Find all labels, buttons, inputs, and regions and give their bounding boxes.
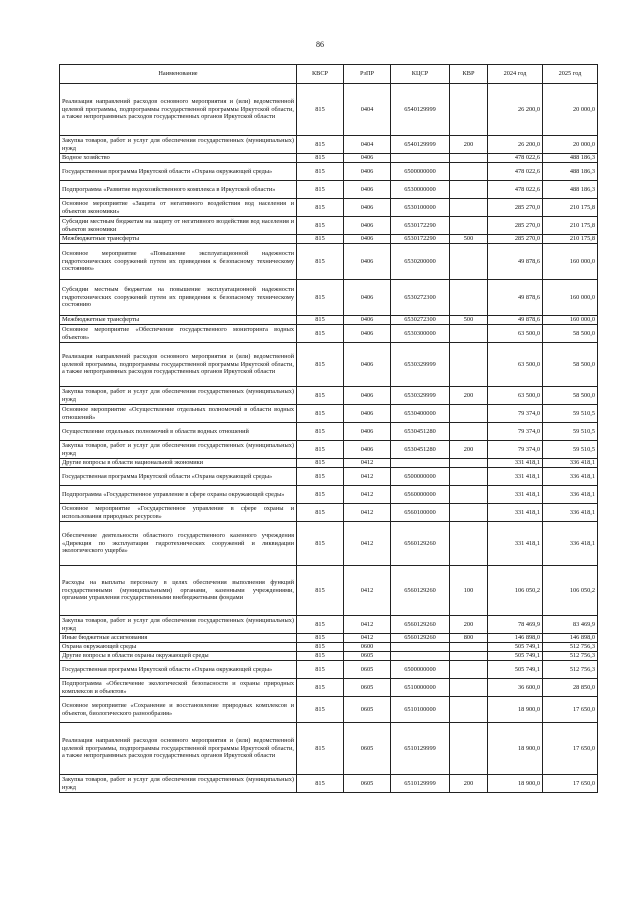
row-kcsr: 6530272300 [391, 280, 450, 316]
row-2025: 146 898,0 [543, 634, 598, 643]
row-name: Основное мероприятие «Осуществление отдельных полномочий в области водных отношений» [60, 405, 297, 423]
row-name: Реализация направлений расходов основного мероприятия и (или) ведомственной целевой программы, подпрограммы государственной программы Иркутской области, а также непрограммных расходов государственных органов Иркутской области [60, 343, 297, 387]
row-kvsr: 815 [297, 154, 344, 163]
row-rzpr: 0605 [344, 775, 391, 793]
row-kcsr: 6530100000 [391, 199, 450, 217]
table-row [60, 405, 598, 423]
row-kcsr: 6530172290 [391, 217, 450, 235]
table-row [60, 468, 598, 486]
row-kvr [450, 643, 488, 652]
row-2024: 49 878,6 [488, 244, 543, 280]
row-2025: 336 418,1 [543, 522, 598, 566]
row-kvr [450, 486, 488, 504]
row-2025: 58 500,0 [543, 325, 598, 343]
row-kcsr: 6530451280 [391, 423, 450, 441]
row-kvsr: 815 [297, 423, 344, 441]
row-2024: 478 022,6 [488, 154, 543, 163]
row-2025: 83 469,9 [543, 616, 598, 634]
row-kvr [450, 199, 488, 217]
row-kvsr: 815 [297, 723, 344, 775]
table-row [60, 181, 598, 199]
row-kcsr [391, 643, 450, 652]
row-name: Государственная программа Иркутской области «Охрана окружающей среды» [60, 661, 297, 679]
row-name: Подпрограмма «Государственное управление в сфере охраны окружающей среды» [60, 486, 297, 504]
table-row [60, 154, 598, 163]
row-kcsr: 6560129260 [391, 522, 450, 566]
row-kvsr: 815 [297, 136, 344, 154]
table-row [60, 522, 598, 566]
table-row [60, 325, 598, 343]
row-rzpr: 0412 [344, 468, 391, 486]
row-name: Расходы на выплаты персоналу в целях обеспечения выполнения функций государственными (муниципальными) органами, казенными учреждениями, органами управления государственными внебюджетными фондами [60, 566, 297, 616]
row-kcsr: 6530451280 [391, 441, 450, 459]
row-kcsr: 6530272300 [391, 316, 450, 325]
row-kvsr: 815 [297, 441, 344, 459]
row-2025: 17 650,0 [543, 697, 598, 723]
row-name: Закупка товаров, работ и услуг для обеспечения государственных (муниципальных) нужд [60, 136, 297, 154]
table-row [60, 679, 598, 697]
row-rzpr: 0406 [344, 387, 391, 405]
row-2025: 336 418,1 [543, 486, 598, 504]
row-2025: 210 175,8 [543, 235, 598, 244]
row-kvr [450, 504, 488, 522]
row-rzpr: 0404 [344, 84, 391, 136]
row-kvsr: 815 [297, 652, 344, 661]
row-kcsr: 6540129999 [391, 84, 450, 136]
header-2024: 2024 год [488, 65, 543, 84]
row-rzpr: 0412 [344, 634, 391, 643]
row-name: Государственная программа Иркутской области «Охрана окружающей среды» [60, 163, 297, 181]
row-rzpr: 0412 [344, 522, 391, 566]
row-rzpr: 0412 [344, 566, 391, 616]
row-kvr: 500 [450, 235, 488, 244]
row-kcsr: 6510100000 [391, 697, 450, 723]
row-kcsr: 6500000000 [391, 661, 450, 679]
row-2025: 336 418,1 [543, 459, 598, 468]
row-kvsr: 815 [297, 163, 344, 181]
row-2025: 488 186,3 [543, 181, 598, 199]
table-row [60, 504, 598, 522]
table-row [60, 459, 598, 468]
row-kcsr: 6560129260 [391, 566, 450, 616]
row-kvr [450, 343, 488, 387]
table-row [60, 136, 598, 154]
row-2024: 478 022,6 [488, 163, 543, 181]
row-2025: 160 000,0 [543, 244, 598, 280]
row-kcsr: 6560129260 [391, 616, 450, 634]
row-2024: 505 749,1 [488, 643, 543, 652]
row-kcsr: 6530000000 [391, 181, 450, 199]
row-rzpr: 0406 [344, 423, 391, 441]
row-2025: 17 650,0 [543, 775, 598, 793]
row-name: Реализация направлений расходов основного мероприятия и (или) ведомственной целевой программы, подпрограммы государственной программы Иркутской области, а также непрограммных расходов государственных органов Иркутской области [60, 723, 297, 775]
table-row [60, 566, 598, 616]
row-2024: 505 749,1 [488, 652, 543, 661]
row-2025: 488 186,3 [543, 154, 598, 163]
row-2025: 336 418,1 [543, 468, 598, 486]
row-kvsr: 815 [297, 616, 344, 634]
table-row [60, 697, 598, 723]
row-rzpr: 0406 [344, 154, 391, 163]
row-kvr [450, 280, 488, 316]
table-row [60, 486, 598, 504]
row-2025: 17 650,0 [543, 723, 598, 775]
row-rzpr: 0406 [344, 441, 391, 459]
row-kvr [450, 163, 488, 181]
table-row [60, 244, 598, 280]
row-rzpr: 0412 [344, 504, 391, 522]
row-kvr: 200 [450, 441, 488, 459]
row-2024: 505 749,1 [488, 661, 543, 679]
table-row [60, 423, 598, 441]
row-kvr: 800 [450, 634, 488, 643]
row-2024: 331 418,1 [488, 459, 543, 468]
row-kvsr: 815 [297, 679, 344, 697]
row-rzpr: 0406 [344, 316, 391, 325]
table-row [60, 643, 598, 652]
row-kvr [450, 325, 488, 343]
row-kcsr: 6530400000 [391, 405, 450, 423]
row-kvsr: 815 [297, 459, 344, 468]
row-name: Основное мероприятие «Сохранение и восстановление природных комплексов и объектов, биологического разнообразия» [60, 697, 297, 723]
row-rzpr: 0406 [344, 235, 391, 244]
row-2024: 26 200,0 [488, 84, 543, 136]
row-2024: 18 900,0 [488, 697, 543, 723]
row-2025: 58 500,0 [543, 387, 598, 405]
row-kvr: 500 [450, 316, 488, 325]
row-kvsr: 815 [297, 486, 344, 504]
row-kvsr: 815 [297, 522, 344, 566]
table-row [60, 316, 598, 325]
row-kvsr: 815 [297, 566, 344, 616]
row-2025: 28 850,0 [543, 679, 598, 697]
row-2024: 49 878,6 [488, 280, 543, 316]
table-row [60, 775, 598, 793]
table-row [60, 723, 598, 775]
row-kvsr: 815 [297, 316, 344, 325]
row-2024: 79 374,0 [488, 423, 543, 441]
row-name: Субсидии местным бюджетам на повышение эксплуатационной надежности гидротехнических сооружений путем их приведения к безопасному техническому состоянию [60, 280, 297, 316]
row-2025: 336 418,1 [543, 504, 598, 522]
row-kvsr: 815 [297, 697, 344, 723]
row-2024: 63 500,0 [488, 343, 543, 387]
table-row [60, 84, 598, 136]
row-kvr: 200 [450, 616, 488, 634]
budget-table [59, 64, 598, 793]
row-kvsr: 815 [297, 468, 344, 486]
row-kvsr: 815 [297, 84, 344, 136]
row-name: Иные бюджетные ассигнования [60, 634, 297, 643]
row-kcsr: 6560100000 [391, 504, 450, 522]
row-2025: 160 000,0 [543, 280, 598, 316]
row-kcsr: 6530329999 [391, 387, 450, 405]
row-2025: 58 500,0 [543, 343, 598, 387]
row-kvr [450, 459, 488, 468]
row-kcsr: 6530300000 [391, 325, 450, 343]
row-name: Закупка товаров, работ и услуг для обеспечения государственных (муниципальных) нужд [60, 616, 297, 634]
row-kvr [450, 723, 488, 775]
row-name: Государственная программа Иркутской области «Охрана окружающей среды» [60, 468, 297, 486]
row-kvr [450, 661, 488, 679]
row-rzpr: 0406 [344, 244, 391, 280]
row-2024: 79 374,0 [488, 441, 543, 459]
row-kvsr: 815 [297, 235, 344, 244]
row-kvsr: 815 [297, 325, 344, 343]
row-name: Межбюджетные трансферты [60, 316, 297, 325]
row-kvsr: 815 [297, 199, 344, 217]
row-2024: 106 050,2 [488, 566, 543, 616]
row-2025: 20 000,0 [543, 84, 598, 136]
row-kvr: 200 [450, 136, 488, 154]
row-kvsr: 815 [297, 634, 344, 643]
table-row [60, 661, 598, 679]
row-2024: 331 418,1 [488, 468, 543, 486]
header-kcsr: КЦСР [391, 65, 450, 84]
row-2025: 512 756,3 [543, 643, 598, 652]
row-2025: 106 050,2 [543, 566, 598, 616]
row-kvr [450, 181, 488, 199]
row-kvsr: 815 [297, 661, 344, 679]
row-kcsr: 6530200000 [391, 244, 450, 280]
table-row [60, 199, 598, 217]
row-kvr [450, 154, 488, 163]
row-2024: 331 418,1 [488, 522, 543, 566]
table-row [60, 634, 598, 643]
row-kcsr: 6510000000 [391, 679, 450, 697]
row-2025: 512 756,3 [543, 661, 598, 679]
row-rzpr: 0404 [344, 136, 391, 154]
row-name: Подпрограмма «Развитие водохозяйственного комплекса в Иркутской области» [60, 181, 297, 199]
row-rzpr: 0412 [344, 459, 391, 468]
row-2025: 59 510,5 [543, 423, 598, 441]
row-name: Основное мероприятие «Обеспечение государственного мониторинга водных объектов» [60, 325, 297, 343]
row-2025: 512 756,3 [543, 652, 598, 661]
row-kvsr: 815 [297, 343, 344, 387]
row-name: Межбюджетные трансферты [60, 235, 297, 244]
row-2024: 285 270,0 [488, 199, 543, 217]
row-kvr [450, 423, 488, 441]
row-rzpr: 0406 [344, 181, 391, 199]
row-2025: 59 510,5 [543, 405, 598, 423]
table-header-row [60, 65, 598, 84]
row-2024: 63 500,0 [488, 387, 543, 405]
table-row [60, 387, 598, 405]
row-2024: 478 022,6 [488, 181, 543, 199]
row-kvr [450, 468, 488, 486]
row-rzpr: 0412 [344, 616, 391, 634]
row-2024: 285 270,0 [488, 235, 543, 244]
table-row [60, 343, 598, 387]
row-name: Закупка товаров, работ и услуг для обеспечения государственных (муниципальных) нужд [60, 441, 297, 459]
row-kcsr: 6540129999 [391, 136, 450, 154]
header-kvr: КВР [450, 65, 488, 84]
page-number: 86 [316, 40, 324, 49]
row-rzpr: 0406 [344, 217, 391, 235]
table-row [60, 280, 598, 316]
row-kcsr [391, 652, 450, 661]
row-kcsr [391, 154, 450, 163]
row-2025: 59 510,5 [543, 441, 598, 459]
row-kvsr: 815 [297, 181, 344, 199]
table-row [60, 616, 598, 634]
row-kcsr: 6530329999 [391, 343, 450, 387]
row-rzpr: 0406 [344, 325, 391, 343]
row-name: Закупка товаров, работ и услуг для обеспечения государственных (муниципальных) нужд [60, 775, 297, 793]
row-rzpr: 0600 [344, 643, 391, 652]
row-rzpr: 0406 [344, 163, 391, 181]
row-rzpr: 0406 [344, 405, 391, 423]
row-kvsr: 815 [297, 643, 344, 652]
row-kvr: 200 [450, 387, 488, 405]
row-kvsr: 815 [297, 405, 344, 423]
row-name: Реализация направлений расходов основного мероприятия и (или) ведомственной целевой программы, подпрограммы государственной программы Иркутской области, а также непрограммных расходов государственных органов Иркутской области [60, 84, 297, 136]
table-row [60, 235, 598, 244]
row-2024: 79 374,0 [488, 405, 543, 423]
row-kcsr: 6500000000 [391, 468, 450, 486]
row-kvsr: 815 [297, 217, 344, 235]
row-kcsr: 6510129999 [391, 775, 450, 793]
row-name: Другие вопросы в области охраны окружающей среды [60, 652, 297, 661]
row-kvr [450, 244, 488, 280]
row-kcsr: 6560000000 [391, 486, 450, 504]
table-row [60, 217, 598, 235]
row-name: Субсидии местным бюджетам на защиту от негативного воздействия вод населения и объектов экономики [60, 217, 297, 235]
row-kvsr: 815 [297, 504, 344, 522]
row-name: Закупка товаров, работ и услуг для обеспечения государственных (муниципальных) нужд [60, 387, 297, 405]
row-2024: 331 418,1 [488, 504, 543, 522]
row-name: Водное хозяйство [60, 154, 297, 163]
row-2024: 26 200,0 [488, 136, 543, 154]
row-kvr: 200 [450, 775, 488, 793]
header-rzpr: РзПР [344, 65, 391, 84]
row-2025: 210 175,8 [543, 199, 598, 217]
row-name: Основное мероприятие «Повышение эксплуатационной надежности гидротехнических сооружений путем их приведения к безопасному техническому состоянию» [60, 244, 297, 280]
header-kvsr: КВСР [297, 65, 344, 84]
row-2025: 20 000,0 [543, 136, 598, 154]
table-row [60, 163, 598, 181]
row-kvr [450, 697, 488, 723]
row-name: Осуществление отдельных полномочий в области водных отношений [60, 423, 297, 441]
row-kcsr [391, 459, 450, 468]
row-rzpr: 0406 [344, 280, 391, 316]
row-2024: 285 270,0 [488, 217, 543, 235]
row-rzpr: 0605 [344, 679, 391, 697]
row-2024: 63 500,0 [488, 325, 543, 343]
row-kcsr: 6500000000 [391, 163, 450, 181]
row-kcsr: 6560129260 [391, 634, 450, 643]
row-name: Охрана окружающей среды [60, 643, 297, 652]
row-kvsr: 815 [297, 244, 344, 280]
row-rzpr: 0605 [344, 697, 391, 723]
row-2025: 488 186,3 [543, 163, 598, 181]
header-name: Наименование [60, 65, 297, 84]
row-rzpr: 0412 [344, 486, 391, 504]
row-kvr [450, 652, 488, 661]
row-2024: 36 600,0 [488, 679, 543, 697]
row-rzpr: 0605 [344, 723, 391, 775]
row-kvr [450, 84, 488, 136]
row-name: Другие вопросы в области национальной экономики [60, 459, 297, 468]
row-kcsr: 6530172290 [391, 235, 450, 244]
row-name: Подпрограмма «Обеспечение экологической безопасности и охраны природных комплексов и объектов» [60, 679, 297, 697]
row-2024: 49 878,6 [488, 316, 543, 325]
row-2024: 18 900,0 [488, 775, 543, 793]
row-kcsr: 6510129999 [391, 723, 450, 775]
row-kvsr: 815 [297, 775, 344, 793]
row-2024: 18 900,0 [488, 723, 543, 775]
row-2024: 146 898,0 [488, 634, 543, 643]
row-2024: 331 418,1 [488, 486, 543, 504]
row-rzpr: 0406 [344, 199, 391, 217]
row-2025: 160 000,0 [543, 316, 598, 325]
header-2025: 2025 год [543, 65, 598, 84]
row-kvr: 100 [450, 566, 488, 616]
row-kvr [450, 405, 488, 423]
row-name: Основное мероприятие «Государственное управление в сфере охраны и использования природных ресурсов» [60, 504, 297, 522]
row-name: Обеспечение деятельности областного государственного казенного учреждения «Дирекция по эксплуатации гидротехнических сооружений и ликвидации экологического ущерба» [60, 522, 297, 566]
table-row [60, 441, 598, 459]
table-body [60, 84, 598, 793]
row-2025: 210 175,8 [543, 217, 598, 235]
row-kvr [450, 522, 488, 566]
row-rzpr: 0605 [344, 661, 391, 679]
row-kvsr: 815 [297, 387, 344, 405]
row-kvr [450, 679, 488, 697]
row-kvr [450, 217, 488, 235]
row-rzpr: 0605 [344, 652, 391, 661]
row-2024: 78 469,9 [488, 616, 543, 634]
row-kvsr: 815 [297, 280, 344, 316]
row-name: Основное мероприятие «Защита от негативного воздействия вод населения и объектов экономики» [60, 199, 297, 217]
row-rzpr: 0406 [344, 343, 391, 387]
table-row [60, 652, 598, 661]
